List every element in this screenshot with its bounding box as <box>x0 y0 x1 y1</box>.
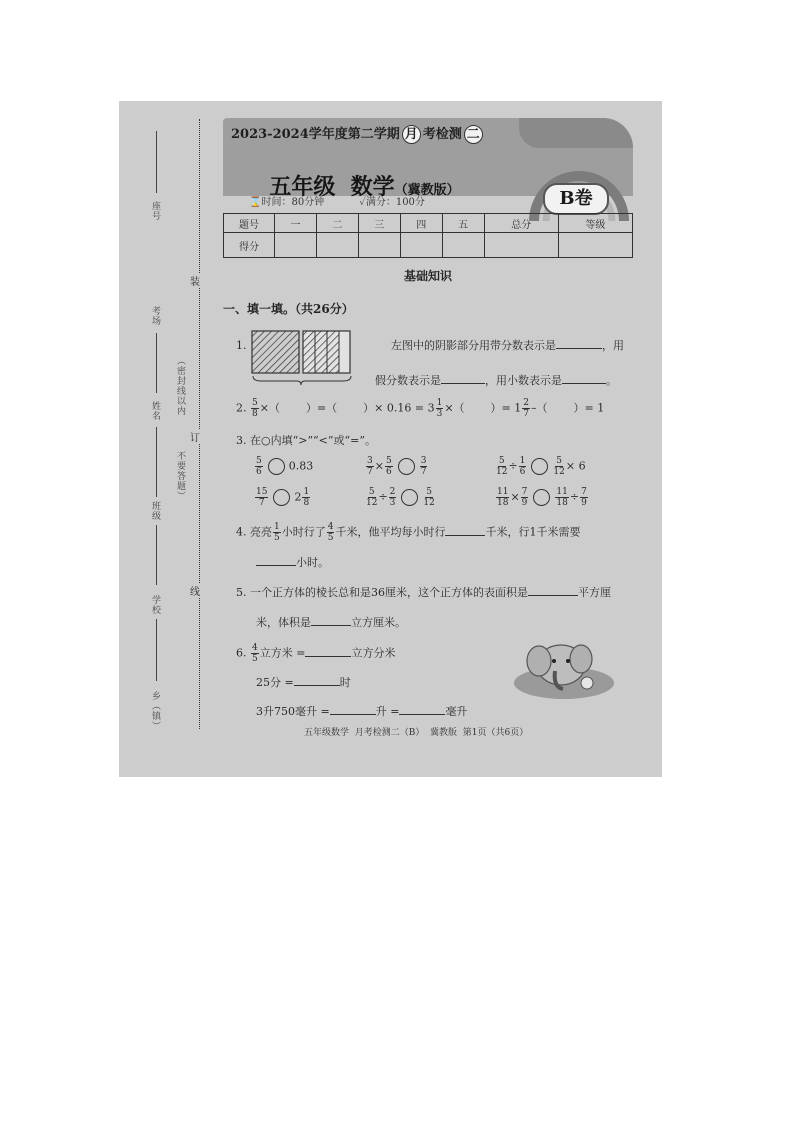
badge-num: 二 <box>464 125 483 144</box>
frac-den: 7 <box>523 409 529 419</box>
page-title: 五年级 数学 <box>269 174 395 200</box>
q3-frac <box>553 456 564 477</box>
frac-num: 5 <box>426 487 432 497</box>
full-score-label: 满分：100分 <box>365 197 425 208</box>
frac-num: 11 <box>556 487 568 497</box>
zhuang-label: 装 <box>190 273 200 288</box>
q5-line2 <box>256 613 406 630</box>
score-header-cell: 题号 <box>224 214 275 233</box>
q3-row2 <box>254 487 311 508</box>
exam-room-line <box>156 333 157 393</box>
frac-num: 4 <box>252 643 258 653</box>
frac-den: 7 <box>367 467 373 477</box>
q1-text1-end: ，用 <box>602 339 624 352</box>
q3-frac <box>255 487 268 508</box>
name-line <box>156 427 157 497</box>
q1-blank-decimal[interactable] <box>562 371 606 384</box>
frac-num: 1 <box>519 456 526 466</box>
score-header-cell: 五 <box>442 214 484 233</box>
q5-text1: 一个正方体的棱长总和是36厘米，这个正方体的表面积是 <box>250 586 528 599</box>
frac-num: 1 <box>274 522 280 532</box>
q6-blank3[interactable] <box>330 702 376 715</box>
exam-word: 考检测 <box>422 127 462 142</box>
frac-den: 12 <box>423 498 435 508</box>
q3-frac <box>519 456 527 477</box>
q6-text1-end: 立方分米 <box>351 646 396 660</box>
frac-num: 2 <box>389 487 396 497</box>
binding-margin <box>119 101 209 777</box>
frac-den: 9 <box>581 498 587 508</box>
score-cell[interactable] <box>400 233 442 258</box>
note-a: （密封线以内 <box>175 356 185 416</box>
q1-shaded-figure <box>251 330 355 386</box>
q3-op: ÷ <box>508 459 518 473</box>
compare-circle[interactable] <box>268 458 285 475</box>
frac-den: 7 <box>420 467 427 477</box>
q3-tail: × 6 <box>565 459 586 473</box>
q5-line1 <box>236 583 611 600</box>
frac-num: 3 <box>420 456 427 466</box>
score-header-cell: 四 <box>400 214 442 233</box>
q6-text1: 立方米 = <box>259 646 306 660</box>
q3-row1 <box>254 456 313 477</box>
hourglass-icon: ⌛ <box>249 197 262 208</box>
q3-value: 0.83 <box>288 459 314 473</box>
q3-frac <box>366 456 374 477</box>
frac-den: 6 <box>256 467 262 477</box>
frac-num: 7 <box>521 487 528 497</box>
q3-whole: 2 <box>294 490 302 504</box>
score-cell[interactable] <box>558 233 632 258</box>
frac-num: 5 <box>385 456 392 466</box>
footer: 五年级数学 月考检测二（B） 冀教版 第1页（共6页） <box>304 728 529 738</box>
seal-dotted-line <box>199 119 200 729</box>
q1-blank-mixed[interactable] <box>556 336 602 349</box>
score-header-cell: 等级 <box>558 214 632 233</box>
q4-text-c: 千米，他平均每小时行 <box>335 525 446 539</box>
q2-frac3 <box>522 398 530 419</box>
frac-num: 5 <box>498 456 505 466</box>
frac-den: 5 <box>327 533 334 543</box>
q3-row2-b <box>365 487 436 508</box>
frac-den: 6 <box>519 467 526 477</box>
q5-text2a: 米，体积是 <box>256 616 311 629</box>
q2-t5: ）= 1 <box>490 401 522 415</box>
frac-den: 18 <box>497 498 509 508</box>
compare-circle[interactable] <box>531 458 548 475</box>
q3-frac <box>496 456 507 477</box>
q4-frac2 <box>327 522 335 543</box>
elephant-mascot-icon <box>509 631 619 703</box>
exam-room-label: 考场 <box>150 306 160 326</box>
q6-number: 6. <box>236 646 247 660</box>
score-cell[interactable] <box>316 233 358 258</box>
score-cell[interactable] <box>275 233 317 258</box>
q6-blank2[interactable] <box>294 673 340 686</box>
score-header-row <box>224 214 633 233</box>
paper-badge <box>543 183 609 215</box>
frac-num: 3 <box>367 456 373 466</box>
q3-row1-c <box>495 456 586 477</box>
q2-frac1 <box>251 398 259 419</box>
q3-frac <box>302 487 310 508</box>
q4-text-d: 千米，行1千米需要 <box>485 525 581 539</box>
q6-text3-mid: 升 = <box>375 705 400 718</box>
q1-text1: 左图中的阴影部分用带分数表示是 <box>391 339 556 352</box>
q5-blank1[interactable] <box>528 583 578 596</box>
q4-text-a: 亮亮 <box>250 525 272 539</box>
score-row-label: 得分 <box>224 233 275 258</box>
score-header-cell: 一 <box>275 214 317 233</box>
xian-label: 线 <box>190 583 200 598</box>
seat-label: 座号 <box>150 201 160 221</box>
frac-den: 5 <box>274 533 280 543</box>
frac-num: 15 <box>256 487 268 497</box>
exam-sheet <box>119 101 662 777</box>
frac-num: 1 <box>436 398 443 408</box>
time-label: 时间：80分钟 <box>261 197 325 208</box>
frac-den: 9 <box>521 498 528 508</box>
q3-frac <box>420 456 428 477</box>
q6-blank1[interactable] <box>305 644 351 657</box>
q1-line2 <box>375 371 617 388</box>
score-table <box>223 213 633 258</box>
q3-op: × <box>510 490 520 504</box>
frac-den: 3 <box>389 498 396 508</box>
header-tab <box>519 118 633 148</box>
q5-text1-end: 平方厘 <box>578 586 611 599</box>
name-label: 姓名 <box>150 401 160 421</box>
q4-line2 <box>256 553 329 570</box>
q3-frac <box>366 487 377 508</box>
q4-line1 <box>236 522 580 543</box>
seat-line <box>156 131 157 193</box>
q3-row1-b <box>365 456 428 477</box>
edition: （冀教版） <box>394 183 460 198</box>
q2-t2: ）=（ <box>305 401 338 415</box>
score-cell[interactable] <box>442 233 484 258</box>
info-line <box>249 193 425 208</box>
year-prefix: 2023-2024学年度第二学期 <box>231 127 400 142</box>
score-header-cell: 二 <box>316 214 358 233</box>
q3-text: 在○内填“>”“<”或“=”。 <box>250 434 376 447</box>
q5-text2b: 立方厘米。 <box>351 616 406 629</box>
frac-den: 12 <box>496 467 508 477</box>
q4-text-b: 小时行了 <box>281 525 326 539</box>
part1-title: 一、填一填。（共26分） <box>223 302 354 316</box>
class-line <box>156 525 157 585</box>
frac-num: 1 <box>303 487 310 497</box>
frac-den: 18 <box>556 498 568 508</box>
q2-t4: ×（ <box>444 401 465 415</box>
frac-den: 6 <box>385 467 392 477</box>
frac-num: 2 <box>523 398 529 408</box>
q3-frac <box>521 487 529 508</box>
q3-frac <box>496 487 509 508</box>
frac-den: 8 <box>303 498 310 508</box>
q1-number: 1. <box>236 339 247 352</box>
q1-text2-end: 。 <box>606 374 617 387</box>
compare-circle[interactable] <box>401 489 418 506</box>
q5-blank2[interactable] <box>311 613 351 626</box>
frac-num: 5 <box>556 456 562 466</box>
frac-den: 3 <box>436 409 443 419</box>
frac-den: 12 <box>366 498 378 508</box>
q3-op: ÷ <box>569 490 580 504</box>
q1-line1 <box>391 336 624 353</box>
q4-frac1 <box>273 522 281 543</box>
frac-num: 5 <box>252 398 258 408</box>
q3-row2-c <box>495 487 589 508</box>
q6-text2: 25分 = <box>256 676 294 689</box>
frac-num: 4 <box>327 522 334 532</box>
q2-t1: ×（ <box>259 401 280 415</box>
q6-blank4[interactable] <box>399 702 445 715</box>
q6-frac <box>251 643 259 664</box>
q2-line <box>236 398 604 419</box>
check-icon: ✓ <box>359 197 366 208</box>
compare-circle[interactable] <box>398 458 415 475</box>
frac-den: 5 <box>252 654 258 664</box>
badge-month: 月 <box>402 125 421 144</box>
score-header-cell: 三 <box>358 214 400 233</box>
q1-text2b: ，用小数表示是 <box>485 374 562 387</box>
q3-line <box>236 432 376 448</box>
q6-line2 <box>256 673 351 690</box>
q5-number: 5. <box>236 586 247 599</box>
header-title-line <box>249 151 460 220</box>
q3-frac <box>389 487 397 508</box>
township-label: 乡（镇） <box>150 691 160 731</box>
score-cell[interactable] <box>358 233 400 258</box>
q6-line1 <box>236 643 395 664</box>
score-header-cell: 总分 <box>484 214 558 233</box>
q6-line3 <box>256 702 467 719</box>
frac-num: 11 <box>497 487 509 497</box>
paper-label: B卷 <box>559 188 593 209</box>
q3-frac <box>255 456 263 477</box>
q1-blank-improper[interactable] <box>441 371 485 384</box>
compare-circle[interactable] <box>533 489 550 506</box>
q4-text-e: 小时。 <box>296 556 329 569</box>
q6-text2-end: 时 <box>339 676 351 689</box>
q3-number: 3. <box>236 434 247 447</box>
frac-num: 5 <box>256 456 262 466</box>
header-year-line <box>231 123 483 144</box>
school-line <box>156 619 157 681</box>
frac-den: 8 <box>252 409 258 419</box>
q2-t3: ）× 0.16 = 3 <box>363 401 435 415</box>
q6-text3: 3升750毫升 = <box>256 705 330 718</box>
school-label: 学校 <box>150 595 160 615</box>
q4-number: 4. <box>236 525 247 539</box>
class-label: 班级 <box>150 501 160 521</box>
q3-op: × <box>374 459 384 473</box>
frac-num: 5 <box>368 487 375 497</box>
frac-den: 7 <box>258 498 265 508</box>
q2-t6: –（ <box>531 401 548 415</box>
score-cell[interactable] <box>484 233 558 258</box>
score-row <box>224 233 633 258</box>
section-title: 基础知识 <box>404 269 453 283</box>
q2-frac2 <box>436 398 444 419</box>
q3-frac <box>580 487 588 508</box>
q4-blank2[interactable] <box>256 553 296 566</box>
q3-frac <box>385 456 393 477</box>
q3-frac <box>423 487 434 508</box>
frac-num: 7 <box>581 487 587 497</box>
q1-text2a: 假分数表示是 <box>375 374 441 387</box>
frac-den: 12 <box>553 467 565 477</box>
q3-op: ÷ <box>378 490 388 504</box>
q6-text3-end: 毫升 <box>445 705 468 718</box>
q4-blank1[interactable] <box>445 523 485 536</box>
note-b: 不要答题） <box>175 451 185 501</box>
q2-t7: ）= 1 <box>573 401 605 415</box>
ding-label: 订 <box>190 429 200 444</box>
q3-frac <box>555 487 568 508</box>
q2-number: 2. <box>236 401 247 415</box>
compare-circle[interactable] <box>273 489 290 506</box>
